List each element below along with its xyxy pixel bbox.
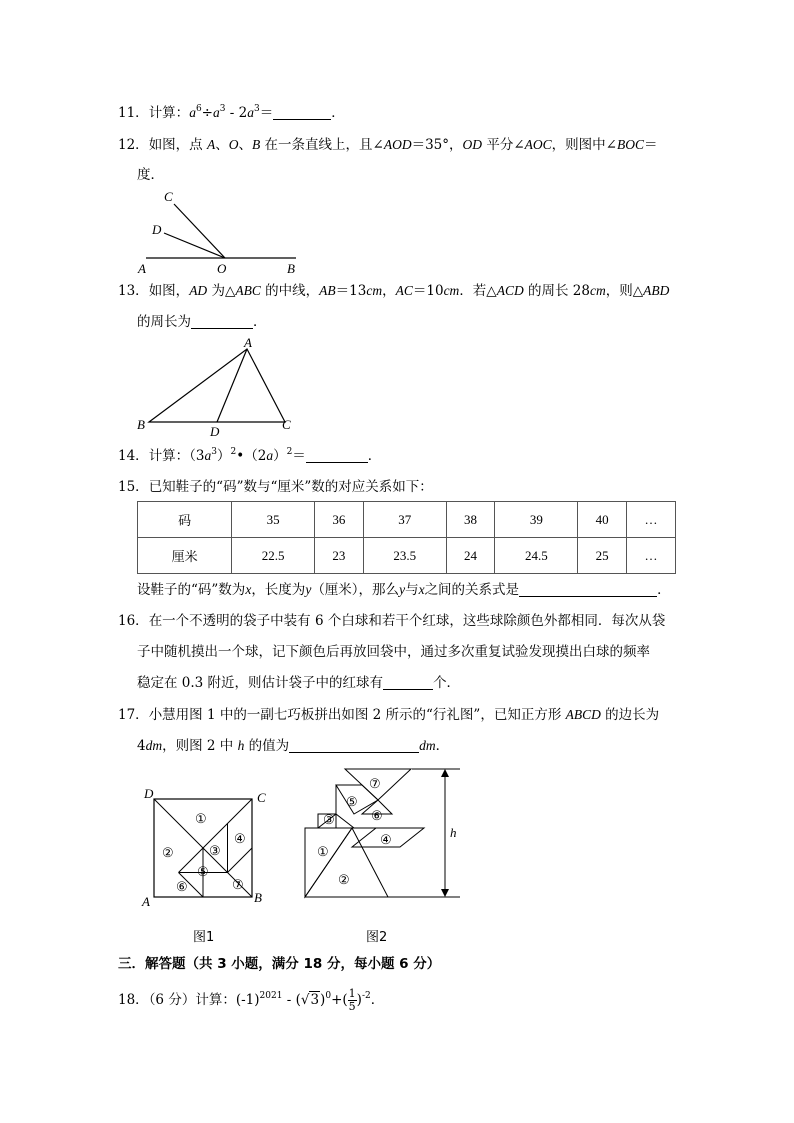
label-D: D <box>144 786 154 801</box>
label-D: D <box>152 222 162 237</box>
label-C: C <box>257 790 266 805</box>
label-B: B <box>254 890 262 905</box>
question-14: 14．计算：$(3a^3)^2•(2a)^2=$ ． <box>118 447 382 464</box>
question-17: 17．小慧用图 1 中的一副七巧板拼出如图 2 所示的“行礼图”，已知正方形 ABCD 的边长为 <box>118 707 660 723</box>
fraction: $\frac{1}{5}$ <box>348 987 356 1013</box>
label-C: C <box>164 189 173 204</box>
section-3-title: 三．解答题（共 3 小题，满分 18 分，每小题 6 分） <box>118 956 441 972</box>
label-D: D <box>210 424 220 439</box>
question-12: 12．如图，点 A、O、B 在一条直线上，且∠AOD＝35°，OD 平分∠AOC，则图中∠BOC＝ <box>118 137 658 153</box>
label-A: A <box>142 894 150 909</box>
label-B: B <box>287 261 295 276</box>
answer-blank[interactable] <box>306 449 368 463</box>
piece-4: ④ <box>234 831 246 846</box>
table-row: 码 35 36 37 38 39 40 … <box>138 502 676 538</box>
figure-q13 <box>135 335 305 440</box>
piece-1: ① <box>317 844 329 859</box>
figure-q12 <box>130 185 330 277</box>
piece-5: ⑤ <box>197 864 209 879</box>
piece-6: ⑥ <box>371 808 383 823</box>
table-row: 厘米 22.5 23 23.5 24 24.5 25 … <box>138 538 676 574</box>
question-13: 13．如图，AD 为△ABC 的中线，AB＝13cm，AC＝10cm．若△ACD 的周长 28cm，则△ABD <box>118 283 670 299</box>
label-B: B <box>137 417 145 432</box>
figure-1-caption: 图1 <box>193 930 215 945</box>
question-15: 15．已知鞋子的“码”数与“厘米”数的对应关系如下： <box>118 479 433 495</box>
label-h: h <box>450 825 457 840</box>
answer-blank[interactable] <box>383 676 433 690</box>
piece-4: ④ <box>380 832 392 847</box>
question-18: 18．（6 分）计算：$(-1)^{2021} - (√3)^0+$( $\frac{1}{5})^{-2}$． <box>118 987 385 1013</box>
answer-blank[interactable] <box>273 106 331 120</box>
piece-6: ⑥ <box>176 879 188 894</box>
question-16: 16．在一个不透明的袋子中装有 6 个白球和若干个红球，这些球除颜色外都相同．每次从袋 <box>118 613 666 629</box>
question-16-line3: 稳定在 0.3 附近，则估计袋子中的红球有 个． <box>137 675 461 691</box>
piece-1: ① <box>195 811 207 826</box>
question-13-line2: 的周长为 ． <box>137 314 267 330</box>
piece-3: ③ <box>323 812 335 827</box>
figure-tangram-1 <box>140 785 275 915</box>
question-11: 11．计算：$a^6\div a^3 - 2a^3=$ ． <box>118 104 345 121</box>
piece-7: ⑦ <box>369 776 381 791</box>
answer-blank[interactable] <box>289 739 419 753</box>
question-17-line2: 4dm，则图 2 中 h 的值为 dm． <box>137 738 450 754</box>
piece-7: ⑦ <box>232 877 244 892</box>
figure-2-caption: 图2 <box>366 930 388 945</box>
answer-blank[interactable] <box>519 583 657 597</box>
label-O: O <box>217 261 227 276</box>
size-table <box>137 501 676 574</box>
question-15-line2: 设鞋子的“码”数为x，长度为y（厘米），那么y与x之间的关系式是 ． <box>137 582 671 598</box>
answer-blank[interactable] <box>191 315 253 329</box>
piece-2: ② <box>338 872 350 887</box>
label-A: A <box>138 261 146 276</box>
piece-5: ⑤ <box>346 794 358 809</box>
question-16-line2: 子中随机摸出一个球，记下颜色后再放回袋中，通过多次重复试验发现摸出白球的频率 <box>137 644 650 660</box>
label-A: A <box>244 335 252 350</box>
label-C: C <box>282 417 291 432</box>
piece-3: ③ <box>209 843 221 858</box>
question-12-line2: 度． <box>137 167 164 183</box>
piece-2: ② <box>162 845 174 860</box>
figure-tangram-2 <box>300 760 475 910</box>
